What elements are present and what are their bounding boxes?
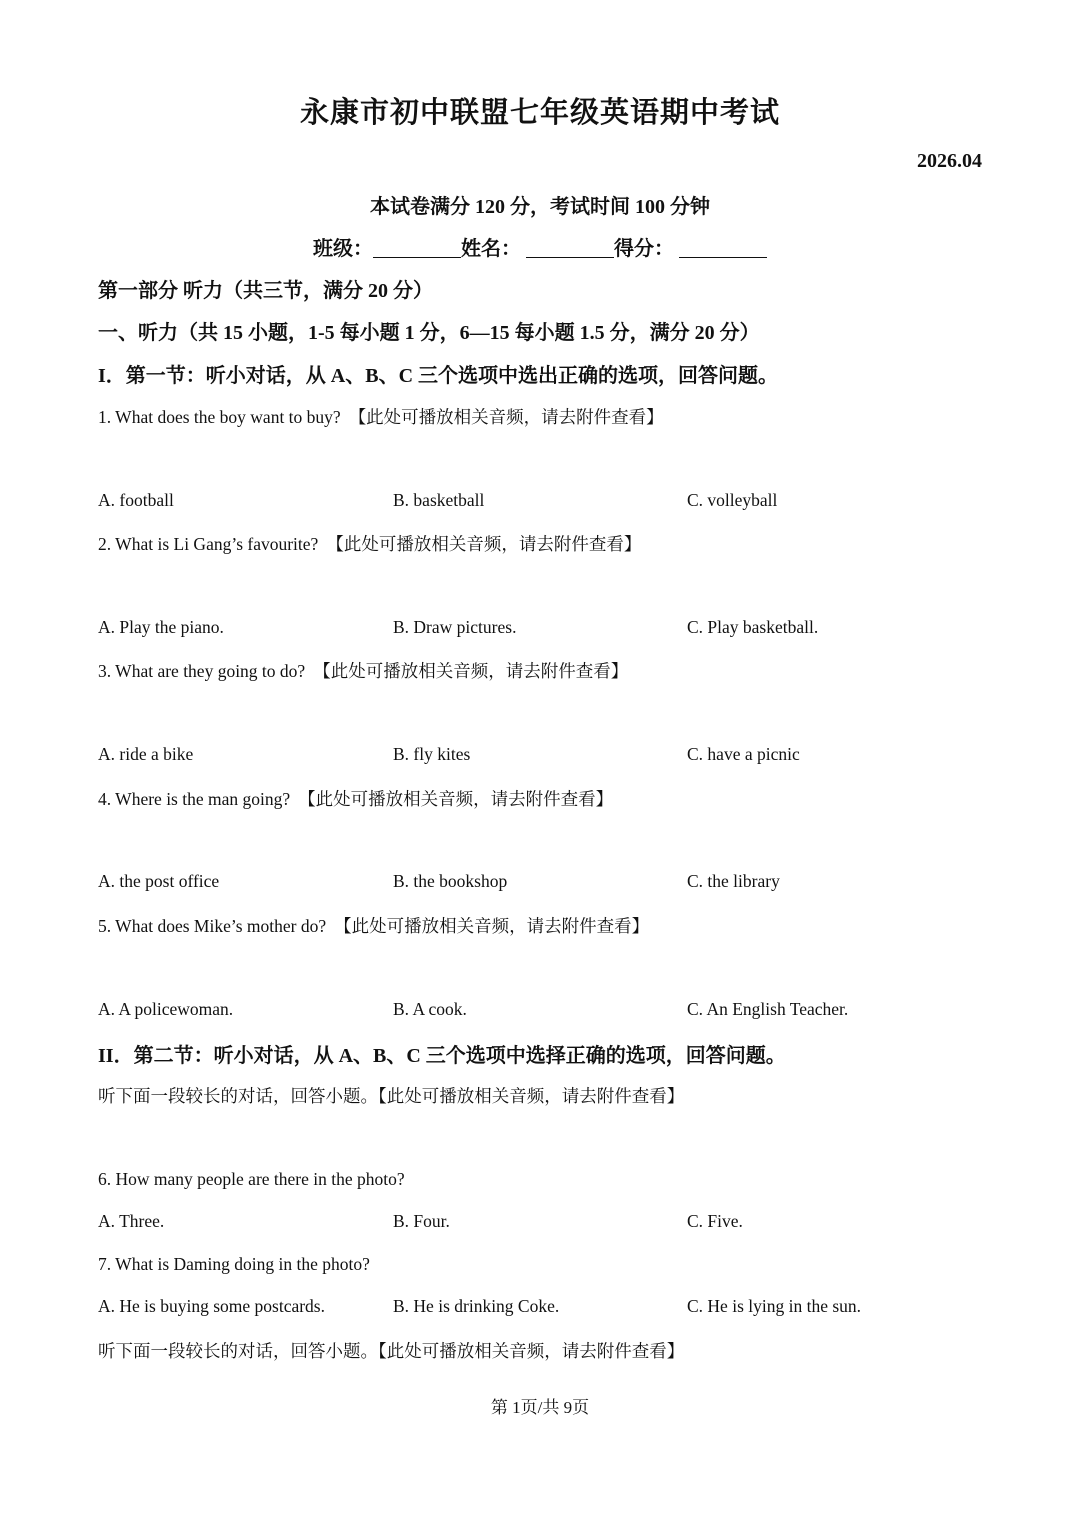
option-c: C. Play basketball.	[687, 617, 819, 637]
exam-title: 永康市初中联盟七年级英语期中考试	[299, 97, 780, 129]
question-2: 2. What is Li Gang’s favourite? 【此处可播放相关音频，请去附件查看】	[98, 534, 642, 554]
class-label: 班级：	[313, 238, 373, 260]
option-a: A. Three.	[98, 1211, 165, 1231]
question-5: 5. What does Mike’s mother do? 【此处可播放相关音频，请去附件查看】	[98, 916, 650, 936]
question-6: 6. How many people are there in the photo?	[98, 1169, 405, 1189]
question-3: 3. What are they going to do? 【此处可播放相关音频，请去附件查看】	[98, 661, 629, 681]
score-label: 得分：	[614, 238, 674, 260]
student-fields	[0, 232, 1080, 261]
option-c: C. have a picnic	[687, 744, 800, 764]
long-dialog-note[interactable]: 听下面一段较长的对话，回答小题。【此处可播放相关音频，请去附件查看】	[98, 1086, 685, 1106]
question-7: 7. What is Daming doing in the photo?	[98, 1254, 370, 1274]
name-label: 姓名：	[461, 238, 521, 260]
option-b: B. fly kites	[393, 744, 471, 764]
option-c: C. He is lying in the sun.	[687, 1296, 862, 1316]
option-a: A. football	[98, 490, 174, 510]
section2-heading: II．第二节：听小对话，从 A、B、C 三个选项中选择正确的选项，回答问题。	[98, 1045, 786, 1067]
option-a: A. A policewoman.	[98, 999, 234, 1019]
option-b: B. Draw pictures.	[393, 617, 517, 637]
section1-heading: I．第一节：听小对话，从 A、B、C 三个选项中选出正确的选项，回答问题。	[98, 365, 779, 387]
part1-subheading: 一、听力（共 15 小题，1-5 每小题 1 分，6—15 每小题 1.5 分，满分 20 分）	[98, 322, 760, 344]
option-b: B. Four.	[393, 1211, 450, 1231]
question-4: 4. Where is the man going? 【此处可播放相关音频，请去附件查看】	[98, 789, 614, 809]
score-blank	[679, 237, 767, 258]
option-c: C. volleyball	[687, 490, 778, 510]
audio-note[interactable]: 【此处可播放相关音频，请去附件查看】	[334, 916, 650, 936]
exam-date: 2026.04	[917, 150, 982, 172]
name-blank	[526, 237, 614, 258]
option-b: B. He is drinking Coke.	[393, 1296, 560, 1316]
audio-note[interactable]: 【此处可播放相关音频，请去附件查看】	[313, 661, 629, 681]
option-a: A. Play the piano.	[98, 617, 224, 637]
option-c: C. An English Teacher.	[687, 999, 849, 1019]
option-a: A. the post office	[98, 871, 220, 891]
option-a: A. He is buying some postcards.	[98, 1296, 325, 1316]
option-c: C. the library	[687, 871, 780, 891]
option-b: B. basketball	[393, 490, 485, 510]
class-blank	[373, 237, 461, 258]
audio-note[interactable]: 【此处可播放相关音频，请去附件查看】	[326, 534, 642, 554]
page-number: 第 1页/共 9页	[490, 1398, 590, 1417]
part1-heading: 第一部分 听力（共三节，满分 20 分）	[98, 280, 433, 302]
long-dialog-note[interactable]: 听下面一段较长的对话，回答小题。【此处可播放相关音频，请去附件查看】	[98, 1341, 685, 1361]
option-b: B. A cook.	[393, 999, 467, 1019]
option-b: B. the bookshop	[393, 871, 508, 891]
option-c: C. Five.	[687, 1211, 743, 1231]
question-1: 1. What does the boy want to buy? 【此处可播放相关音频，请去附件查看】	[98, 407, 664, 427]
option-a: A. ride a bike	[98, 744, 194, 764]
audio-note[interactable]: 【此处可播放相关音频，请去附件查看】	[298, 789, 614, 809]
exam-info: 本试卷满分 120 分，考试时间 100 分钟	[370, 196, 710, 218]
audio-note[interactable]: 【此处可播放相关音频，请去附件查看】	[348, 407, 664, 427]
